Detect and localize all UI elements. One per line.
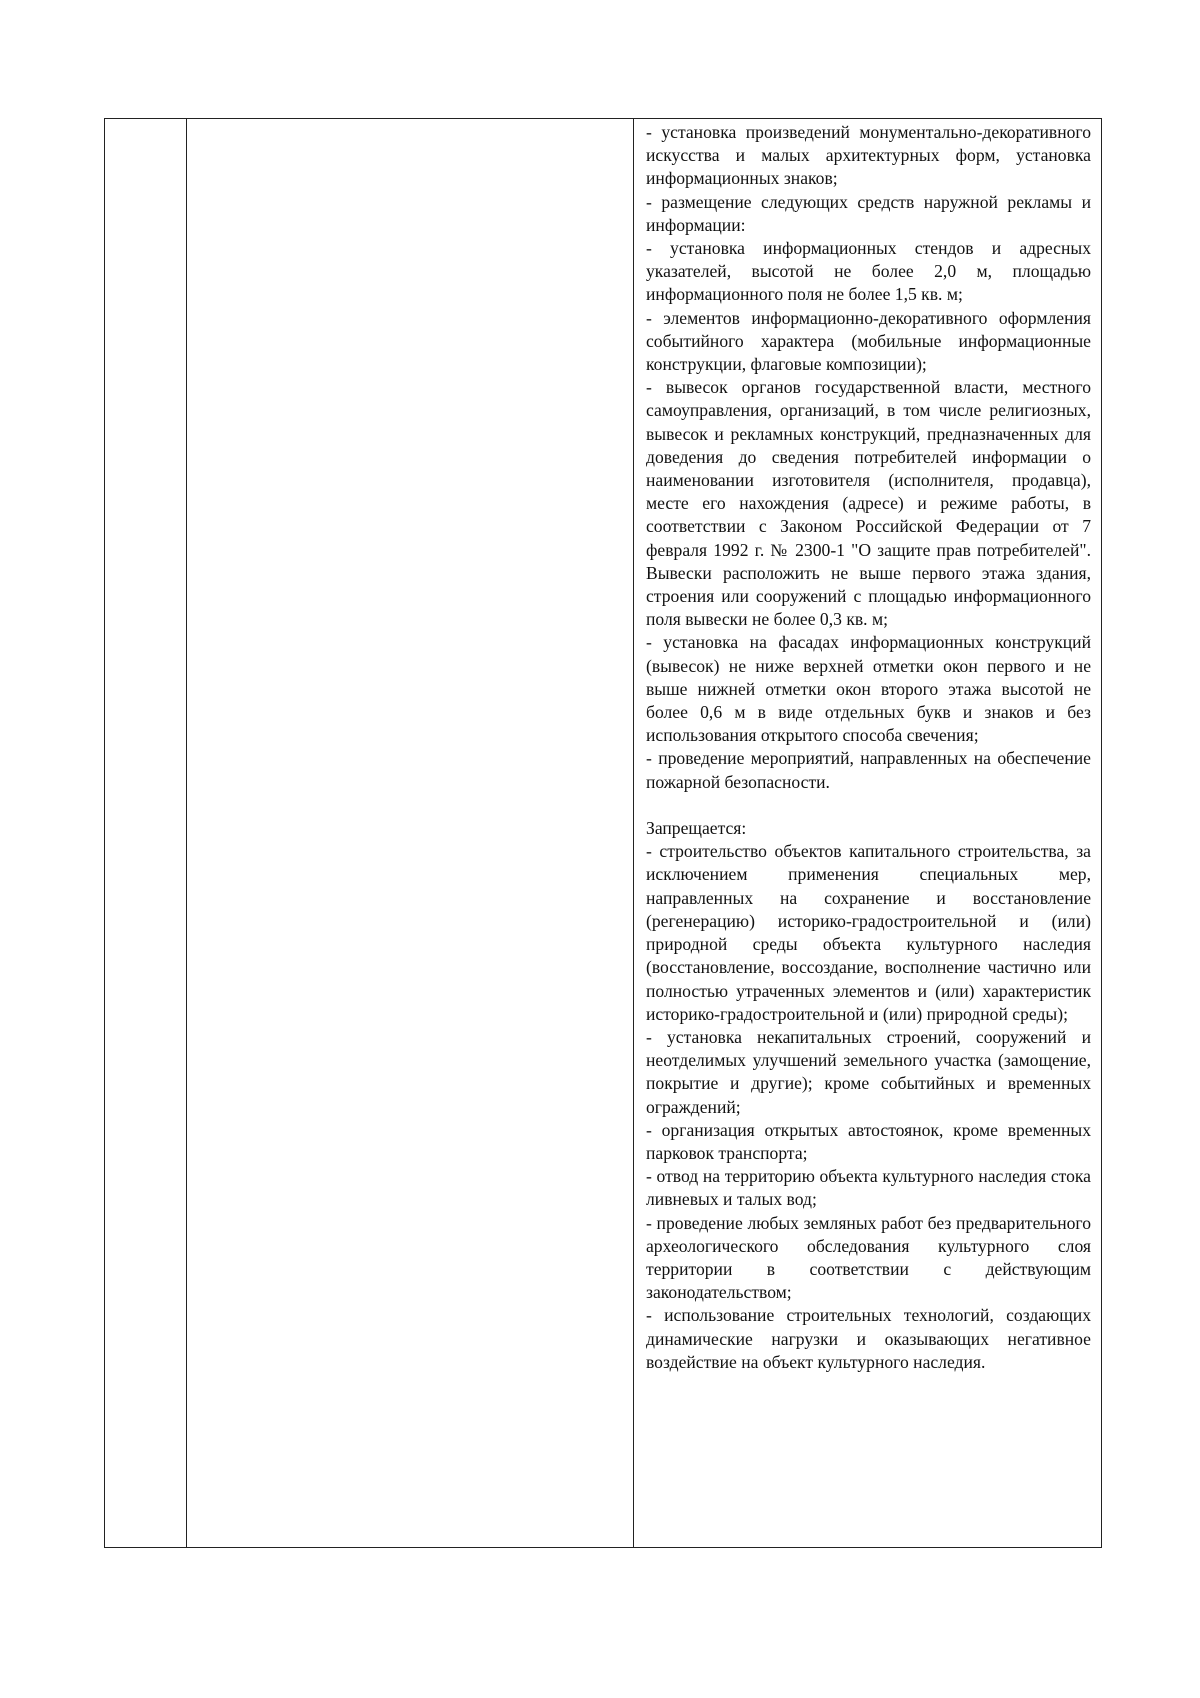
list-item: - установка на фасадах информационных конструкций (вывесок) не ниже верхней отметки окон первого и не выше нижней отметки окон второго этажа высотой не более 0,6 м в виде отдельных букв и знаков и без использования открытого способа свечения; — [646, 632, 1091, 746]
requirements-cell — [634, 119, 1102, 1548]
number-cell — [105, 119, 187, 1548]
list-item: - использование строительных технологий, создающих динамические нагрузки и оказывающих негативное воздействие на объект культурного наследия. — [646, 1305, 1091, 1372]
paragraph-spacer — [646, 794, 1091, 817]
list-item: - размещение следующих средств наружной рекламы и информации: — [646, 191, 1091, 235]
regulation-table — [104, 118, 1102, 1548]
list-item: - вывесок органов государственной власти, местного самоуправления, организаций, в том числе религиозных, вывесок и рекламных конструкций, предназначенных для доведения до сведения потребителей информации о наименовании изготовителя (исполнителя, продавца), месте его нахождения (адресе) и режиме работы, в соответствии с Законом Российской Федерации от 7 февраля 1992 г. № 2300-1 "О защите прав потребителей". Вывески расположить не выше первого этажа здания, строения или сооружений с площадью информационного поля вывески не более 0,3 кв. м; — [646, 377, 1091, 630]
list-item: - установка произведений монументально-декоративного искусства и малых архитектурных форм, установка информационных знаков; — [646, 122, 1091, 189]
list-item: - строительство объектов капитального строительства, за исключением применения специальных мер, направленных на сохранение и восстановление (регенерацию) историко-градостроительной и (или) природной среды объекта культурного наследия (восстановление, воссоздание, восполнение частично или полностью утраченных элементов и (или) характеристик историко-градостроительной и (или) природной среды); — [646, 841, 1091, 1024]
requirements-text — [634, 119, 1101, 1374]
list-item: - проведение любых земляных работ без предварительного археологического обследования культурного слоя территории в соответствии с действующим законодательством; — [646, 1212, 1091, 1303]
zone-cell — [187, 119, 634, 1548]
prohibited-heading: Запрещается: — [646, 818, 747, 839]
list-item: - организация открытых автостоянок, кроме временных парковок транспорта; — [646, 1119, 1091, 1163]
list-item: - установка информационных стендов и адресных указателей, высотой не более 2,0 м, площадью информационного поля не более 1,5 кв. м; — [646, 238, 1091, 305]
list-item: - проведение мероприятий, направленных на обеспечение пожарной безопасности. — [646, 748, 1091, 792]
table-row — [105, 119, 1102, 1548]
list-item: - элементов информационно-декоративного оформления событийного характера (мобильные информационные конструкции, флаговые композиции); — [646, 307, 1091, 375]
list-item: - установка некапитальных строений, сооружений и неотделимых улучшений земельного участка (замощение, покрытие и другие); кроме событийных и временных ограждений; — [646, 1026, 1091, 1117]
list-item: - отвод на территорию объекта культурного наследия стока ливневых и талых вод; — [646, 1166, 1091, 1210]
